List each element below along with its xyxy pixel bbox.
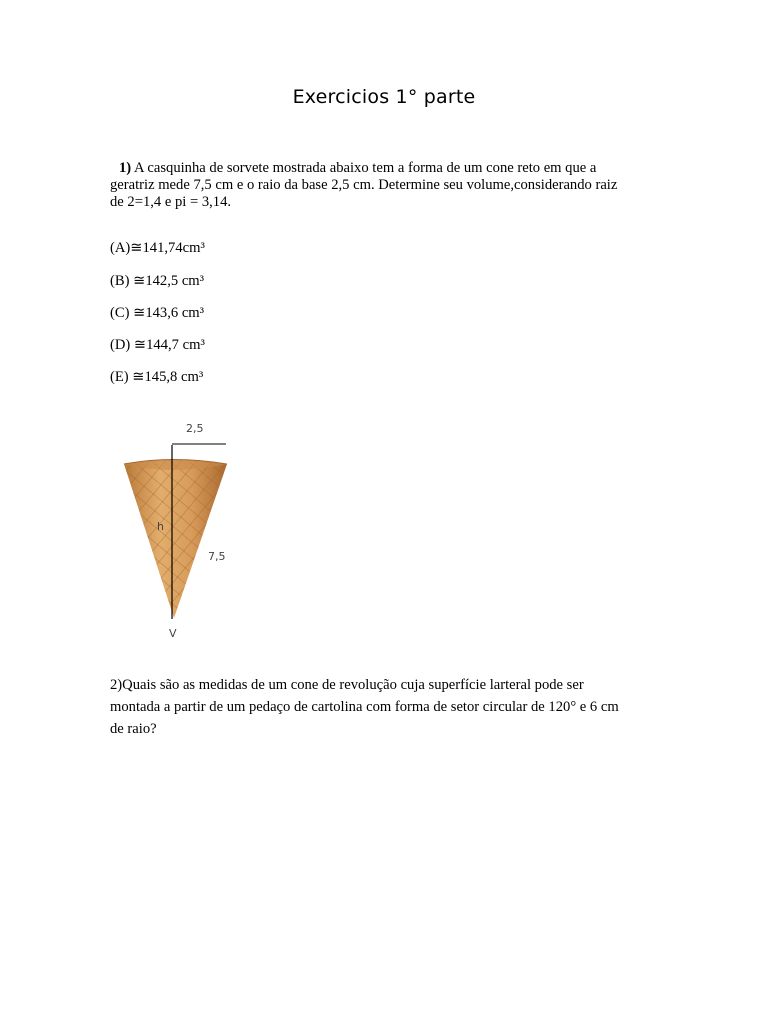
height-label: h	[157, 520, 164, 533]
option-d: (D) ≅144,7 cm³	[110, 337, 205, 353]
cone-diagram	[112, 412, 242, 652]
cone-figure	[112, 412, 242, 652]
question-2-line-3: de raio?	[110, 721, 157, 737]
question-1-line-3: de 2=1,4 e pi = 3,14.	[110, 194, 232, 210]
question-2-line-2: montada a partir de um pedaço de cartolina com forma de setor circular de 120° e 6 cm	[110, 699, 619, 715]
question-1-text-1: A casquinha de sorvete mostrada abaixo tem a forma de um cone reto em que a	[131, 160, 597, 176]
question-2-line-1: 2)Quais são as medidas de um cone de revolução cuja superfície larteral pode ser	[110, 677, 584, 693]
option-a: (A)≅141,74cm³	[110, 240, 205, 256]
option-e: (E) ≅145,8 cm³	[110, 369, 204, 385]
question-1	[110, 160, 670, 211]
question-2	[110, 674, 670, 740]
radius-label: 2,5	[186, 422, 204, 435]
vertex-label: V	[169, 627, 177, 640]
waffle-cone-image	[112, 442, 242, 632]
question-1-number: 1)	[119, 160, 132, 176]
question-1-line-2: geratriz mede 7,5 cm e o raio da base 2,5 cm. Determine seu volume,considerando raiz	[110, 177, 618, 193]
slant-label: 7,5	[208, 550, 226, 563]
page-title: Exercicios 1° parte	[292, 86, 476, 108]
option-b: (B) ≅142,5 cm³	[110, 273, 205, 289]
option-c: (C) ≅143,6 cm³	[110, 305, 205, 321]
question-1-line-1	[110, 160, 670, 177]
